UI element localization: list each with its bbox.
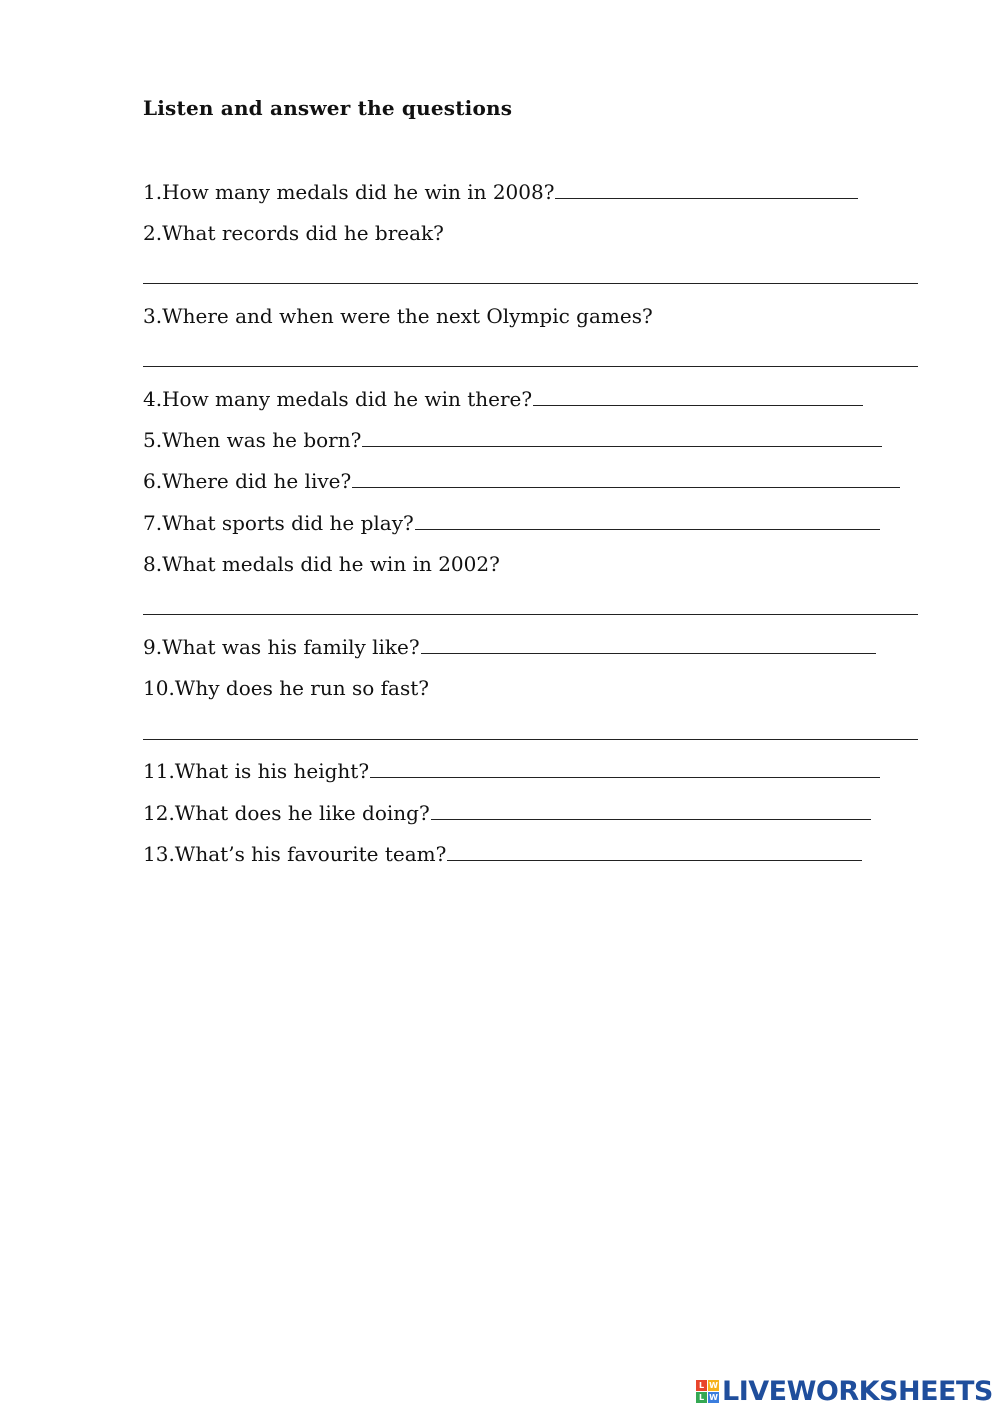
question-12-text: 12.What does he like doing? bbox=[143, 801, 430, 825]
answer-blank-7[interactable] bbox=[415, 509, 880, 530]
answer-blank-12[interactable] bbox=[431, 799, 871, 820]
logo-cell: L bbox=[696, 1392, 707, 1403]
question-9 bbox=[143, 633, 876, 661]
question-13-text: 13.What’s his favourite team? bbox=[143, 842, 447, 866]
logo-cell: L bbox=[696, 1380, 707, 1391]
question-7-text: 7.What sports did he play? bbox=[143, 511, 414, 535]
question-8-text: 8.What medals did he win in 2002? bbox=[143, 552, 500, 576]
question-4-text: 4.How many medals did he win there? bbox=[143, 387, 533, 411]
answer-blank-1[interactable] bbox=[555, 178, 858, 199]
question-9-text: 9.What was his family like? bbox=[143, 635, 420, 659]
question-2-text: 2.What records did he break? bbox=[143, 221, 444, 245]
question-7 bbox=[143, 509, 880, 537]
question-5-text: 5.When was he born? bbox=[143, 428, 362, 452]
worksheet-title: Listen and answer the questions bbox=[143, 96, 513, 120]
question-1 bbox=[143, 178, 858, 206]
answer-line-10[interactable] bbox=[143, 739, 918, 740]
question-11 bbox=[143, 757, 880, 785]
question-8 bbox=[143, 550, 500, 578]
question-3-text: 3.Where and when were the next Olympic games? bbox=[143, 304, 653, 328]
question-10 bbox=[143, 674, 429, 702]
question-11-text: 11.What is his height? bbox=[143, 759, 370, 783]
brand-name: LIVEWORKSHEETS bbox=[722, 1376, 993, 1407]
answer-line-8[interactable] bbox=[143, 614, 918, 615]
question-4 bbox=[143, 385, 863, 413]
question-6 bbox=[143, 467, 900, 495]
answer-blank-4[interactable] bbox=[533, 385, 863, 406]
question-3 bbox=[143, 302, 653, 330]
question-13 bbox=[143, 840, 862, 868]
answer-blank-5[interactable] bbox=[362, 426, 882, 447]
question-2 bbox=[143, 219, 444, 247]
question-12 bbox=[143, 799, 871, 827]
question-1-text: 1.How many medals did he win in 2008? bbox=[143, 180, 555, 204]
question-5 bbox=[143, 426, 882, 454]
question-6-text: 6.Where did he live? bbox=[143, 469, 352, 493]
liveworksheets-footer bbox=[696, 1376, 993, 1407]
answer-line-2[interactable] bbox=[143, 283, 918, 284]
liveworksheets-logo-icon bbox=[696, 1380, 719, 1403]
answer-blank-6[interactable] bbox=[352, 467, 900, 488]
logo-cell: W bbox=[709, 1381, 718, 1390]
answer-blank-13[interactable] bbox=[447, 840, 862, 861]
logo-cell: W bbox=[709, 1393, 718, 1402]
answer-line-3[interactable] bbox=[143, 366, 918, 367]
answer-blank-9[interactable] bbox=[421, 633, 876, 654]
question-10-text: 10.Why does he run so fast? bbox=[143, 676, 429, 700]
answer-blank-11[interactable] bbox=[370, 757, 880, 778]
